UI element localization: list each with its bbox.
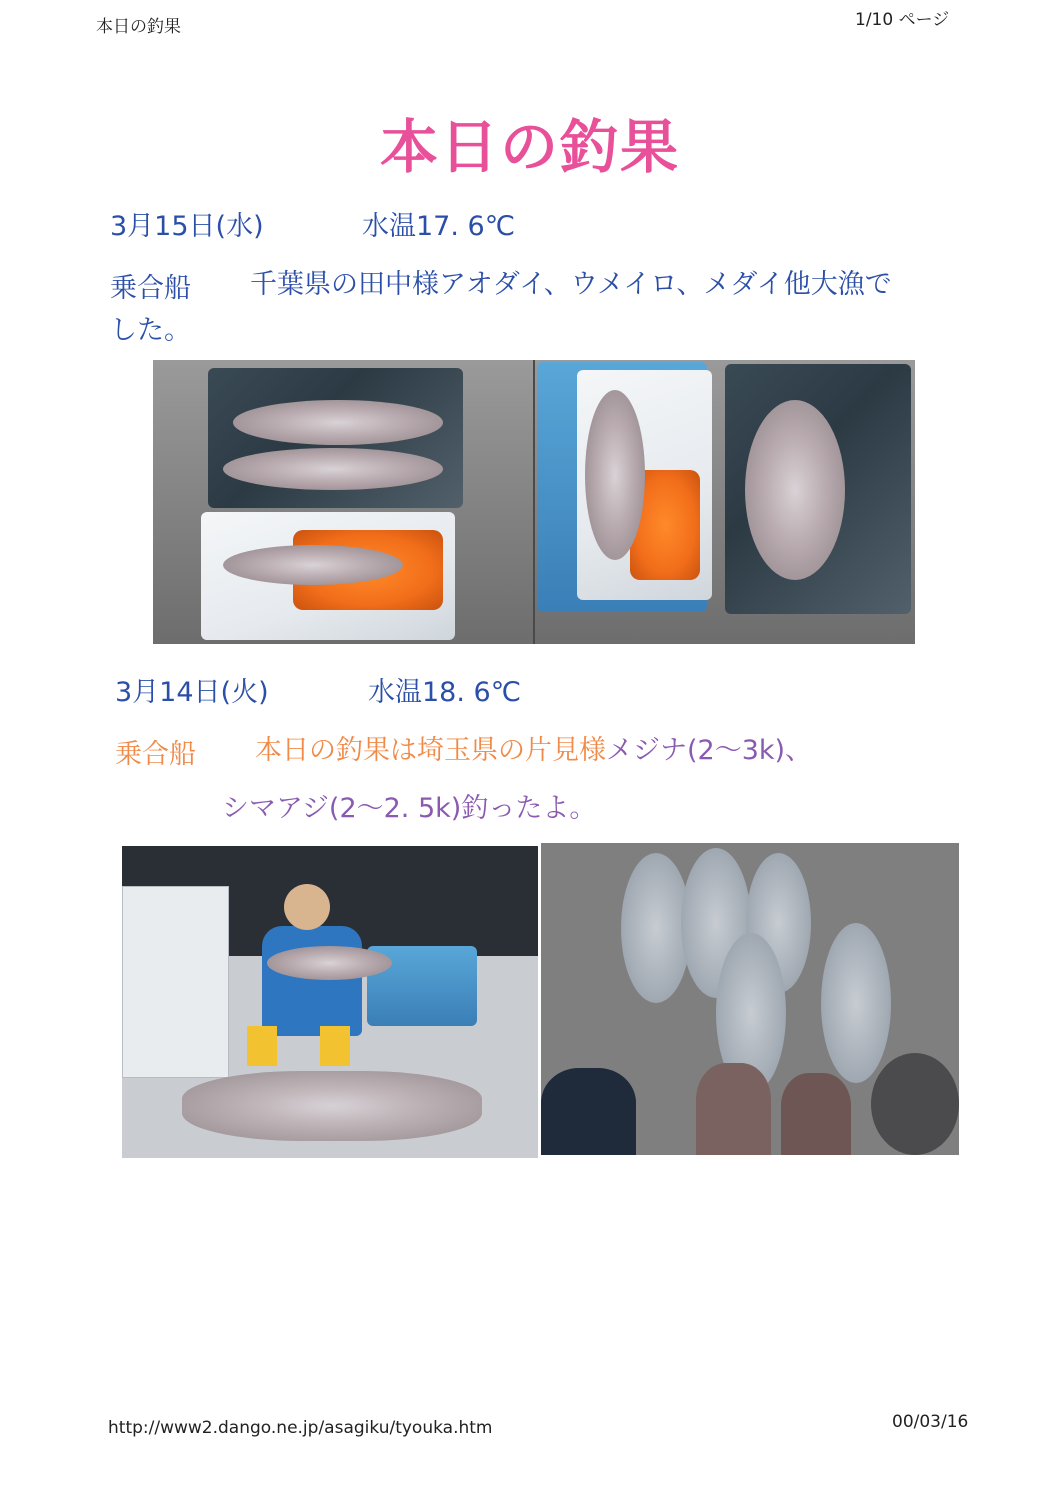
entry2-text-line1-main: 本日の釣果は埼玉県の片見様 (255, 735, 606, 766)
fish-image (223, 448, 443, 490)
entry2-photo-right (541, 843, 959, 1155)
fish-image (541, 1068, 636, 1155)
fisherman-image (262, 926, 362, 1036)
page-title: 本日の釣果 (379, 113, 680, 181)
boot-image (320, 1026, 350, 1066)
entry1-photo-strip (153, 360, 915, 644)
entry1-photo-left (153, 360, 533, 644)
entry1-water-temp: 水温17. 6℃ (362, 211, 516, 242)
fisherman-head-image (284, 884, 330, 930)
entry2-text-line1 (255, 728, 812, 767)
entry2-text-line1-species: メジナ(2～3k)、 (606, 735, 813, 766)
fish-image (745, 400, 845, 580)
fish-image (696, 1063, 771, 1155)
fish-image (223, 545, 403, 585)
fish-image (585, 390, 645, 560)
entry2-photo-left (122, 846, 538, 1158)
entry1-text-line2: した。 (110, 315, 191, 346)
entry1-date: 3月15日(水) (110, 211, 264, 242)
footer-date: 00/03/16 (892, 1412, 969, 1432)
page-indicator: 1/10 ページ (855, 10, 950, 30)
fish-pile-image (182, 1071, 482, 1141)
fish-image (821, 923, 891, 1083)
fish-image (267, 946, 392, 980)
footer-url: http://www2.dango.ne.jp/asagiku/tyouka.htm (108, 1418, 493, 1438)
entry1-boat-label: 乗合船 (110, 273, 191, 304)
entry2-boat-label: 乗合船 (115, 739, 196, 770)
entry2-date: 3月14日(火) (115, 677, 269, 708)
entry2-water-temp: 水温18. 6℃ (368, 677, 522, 708)
header-title: 本日の釣果 (96, 17, 181, 37)
entry1-photo-right (535, 360, 915, 644)
manhole-image (871, 1053, 959, 1155)
fish-image (781, 1073, 851, 1155)
entry1-text-line1: 千葉県の田中様アオダイ、ウメイロ、メダイ他大漁で (250, 269, 892, 300)
fish-image (233, 400, 443, 445)
boot-image (247, 1026, 277, 1066)
entry2-text-line2: シマアジ(2～2. 5k)釣ったよ。 (222, 793, 597, 824)
freezer-image (122, 886, 229, 1078)
